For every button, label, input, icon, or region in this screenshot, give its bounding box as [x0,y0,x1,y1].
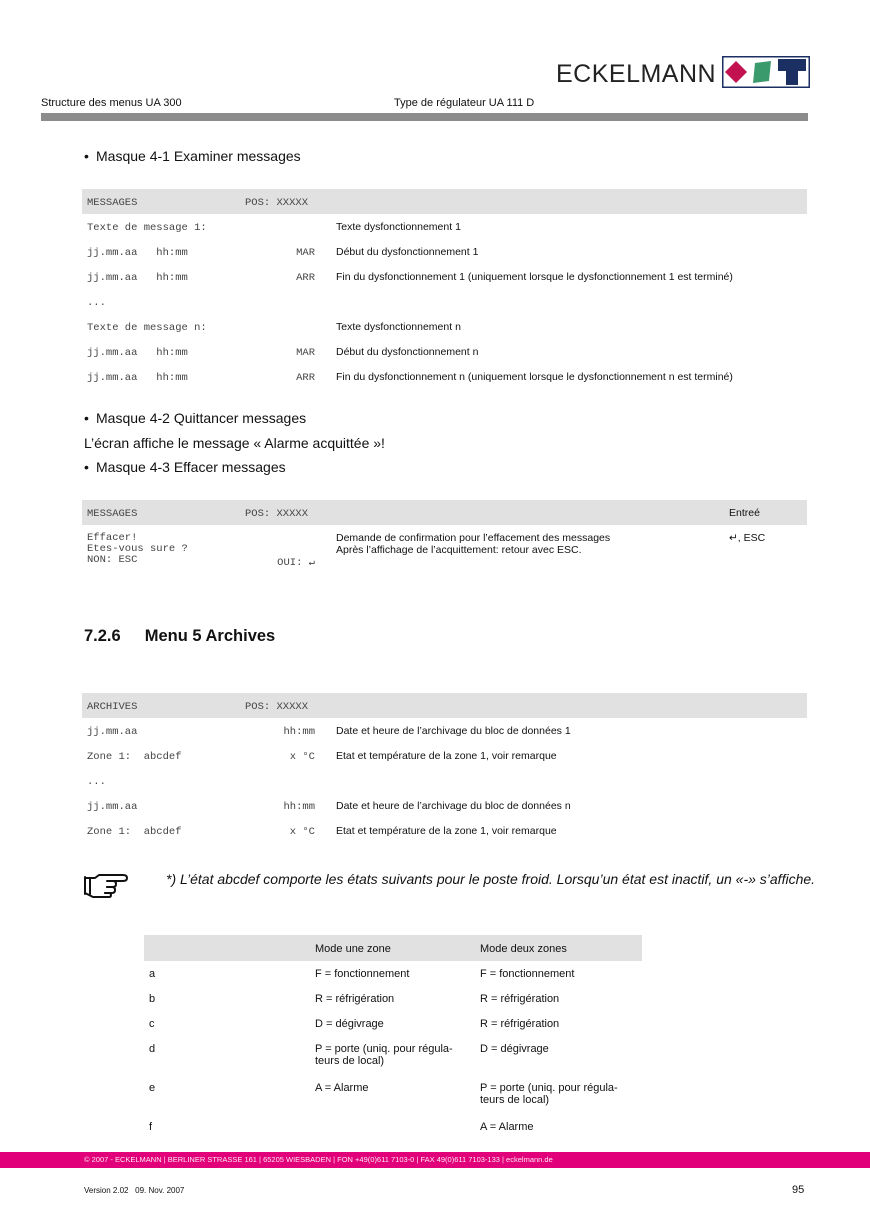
cell-value: x °C [289,826,315,838]
footer-contact-bar [0,1152,870,1168]
logo-green-square [753,61,771,83]
states-table [144,935,642,1139]
cell-screen: jj.mm.aa hh:mm [87,272,188,284]
description-line: Après l’affichage de l’acquittement: retour avec ESC. [336,544,582,556]
table-row [82,214,807,239]
states-row [144,1011,642,1036]
cell-code: MAR [296,347,315,359]
cell-description: Date et heure de l’archivage du bloc de données 1 [336,725,571,737]
state-two-zones: A = Alarme [480,1121,534,1133]
section-heading [84,627,275,646]
state-key: c [149,1018,155,1030]
screen-title: MESSAGES [87,508,138,520]
table-row [82,793,807,818]
cell-value: hh:mm [283,801,315,813]
cell-screen: jj.mm.aa [87,801,138,813]
cell-description: Début du dysfonctionnement n [336,346,479,358]
state-key: a [149,968,156,980]
state-two-zones: D = dégivrage [480,1043,549,1055]
bullet-label: Masque 4-2 Quittancer messages [96,410,307,426]
states-row [144,1036,642,1075]
table-row [82,525,807,585]
screen-title: ARCHIVES [87,701,138,713]
screen-pos: POS: XXXXX [245,508,309,520]
states-row [144,1075,642,1114]
cell-description: Texte dysfonctionnement 1 [336,221,461,233]
state-one-zone: A = Alarme [315,1082,369,1094]
cell-screen: jj.mm.aa [87,726,138,738]
bullet-label: Masque 4-1 Examiner messages [96,148,301,164]
header-divider-bar [41,113,808,121]
state-one-zone: P = porte (uniq. pour régula-teurs de local) [315,1043,453,1067]
cell-description: Fin du dysfonctionnement 1 (uniquement lorsque le dysfonctionnement 1 est terminé) [336,271,733,283]
entry-header: Entreé [729,507,760,519]
table-row [82,743,807,768]
screen-title: MESSAGES [87,197,138,209]
cell-description: Début du dysfonctionnement 1 [336,246,479,258]
cell-screen: Texte de message n: [87,322,207,334]
header-left-title: Structure des menus UA 300 [41,97,182,109]
messages-table [82,189,807,389]
table-row [82,314,807,339]
cell-description: Etat et température de la zone 1, voir remarque [336,750,557,762]
table-row [82,239,807,264]
cell-screen: jj.mm.aa hh:mm [87,247,188,259]
screen-line: Etes-vous sure ? [87,543,188,555]
state-one-zone: R = réfrigération [315,993,395,1005]
cell-value: hh:mm [283,726,315,738]
page-number: 95 [792,1184,805,1196]
cell-description: Date et heure de l’archivage du bloc de données n [336,800,571,812]
cell-value: x °C [289,751,315,763]
state-key: e [149,1082,156,1094]
heading-number: 7.2.6 [84,627,121,645]
screen-pos: POS: XXXXX [245,701,309,713]
state-key: b [149,993,156,1005]
cell-screen: jj.mm.aa hh:mm [87,372,188,384]
cell-screen: ... [87,776,106,788]
pointing-hand-icon [83,872,129,898]
header-mode-two-zones: Mode deux zones [480,943,567,955]
states-header-row [144,935,642,961]
acknowledge-paragraph: L’écran affiche le message « Alarme acquittée »! [84,435,385,451]
screen-lines [87,533,188,566]
state-two-zones: R = réfrigération [480,1018,560,1030]
bullet-masque-4-2: • Masque 4-2 Quittancer messages [84,410,307,426]
states-row [144,961,642,986]
state-two-zones: R = réfrigération [480,993,560,1005]
heading-title: Menu 5 Archives [144,627,276,645]
table-row [82,718,807,743]
brand-logo-icon [722,56,810,88]
cell-code: ARR [296,272,315,284]
table-header-row [82,189,807,214]
bullet-label: Masque 4-3 Effacer messages [96,459,286,475]
cell-screen: Zone 1: abcdef [87,826,182,838]
table-header-row [82,693,807,718]
header-mode-one-zone: Mode une zone [315,943,391,955]
states-row [144,986,642,1011]
screen-pos: POS: XXXXX [245,197,309,209]
table-row [82,289,807,314]
state-two-zones: F = fonctionnement [480,968,575,980]
cell-screen: ... [87,297,106,309]
table-row [82,818,807,843]
table-row [82,364,807,389]
cell-description: Etat et température de la zone 1, voir remarque [336,825,557,837]
archives-table [82,693,807,843]
state-two-zones: P = porte (uniq. pour régula-teurs de local) [480,1082,618,1106]
note-text: *) L’état abcdef comporte les états suivants pour le poste froid. Lorsqu’un état est inactif, un «-» s’affiche. [166,871,816,887]
state-key: d [149,1043,156,1055]
cell-screen: Zone 1: abcdef [87,751,182,763]
cell-description: Fin du dysfonctionnement n (uniquement lorsque le dysfonctionnement n est terminé) [336,371,733,383]
header-center-title: Type de régulateur UA 111 D [394,97,535,109]
table-row [82,768,807,793]
cell-screen: Texte de message 1: [87,222,207,234]
oui-label: OUI: ↵ [277,557,315,569]
description-line: Demande de confirmation pour l’effacement des messages [336,532,611,544]
state-key: f [149,1121,153,1133]
state-one-zone: D = dégivrage [315,1018,384,1030]
entry-keys: ↵, ESC [729,532,766,544]
cell-description: Texte dysfonctionnement n [336,321,461,333]
delete-description [336,532,610,556]
states-row [144,1114,642,1139]
logo-navy-stem [786,71,798,85]
state-one-zone: F = fonctionnement [315,968,410,980]
screen-line: NON: ESC [87,554,138,566]
bullet-masque-4-1: • Masque 4-1 Examiner messages [84,148,301,164]
footer-contact-text: © 2007 - ECKELMANN | BERLINER STRASSE 161 | 65205 WIESBADEN | FON +49(0)611 7103-0 | FAX 49(0)611 7103-133 | eckelmann.de [84,1155,553,1164]
table-header-row [82,500,807,525]
brand-logo-text: ECKELMANN [556,60,717,88]
delete-messages-table [82,500,807,585]
logo-navy-top [778,59,806,71]
cell-code: MAR [296,247,315,259]
table-row [82,264,807,289]
footer-version: Version 2.02 09. Nov. 2007 [84,1186,185,1195]
bullet-masque-4-3: • Masque 4-3 Effacer messages [84,459,286,475]
screen-line: Effacer! [87,532,138,544]
cell-code: ARR [296,372,315,384]
table-row [82,339,807,364]
cell-screen: jj.mm.aa hh:mm [87,347,188,359]
